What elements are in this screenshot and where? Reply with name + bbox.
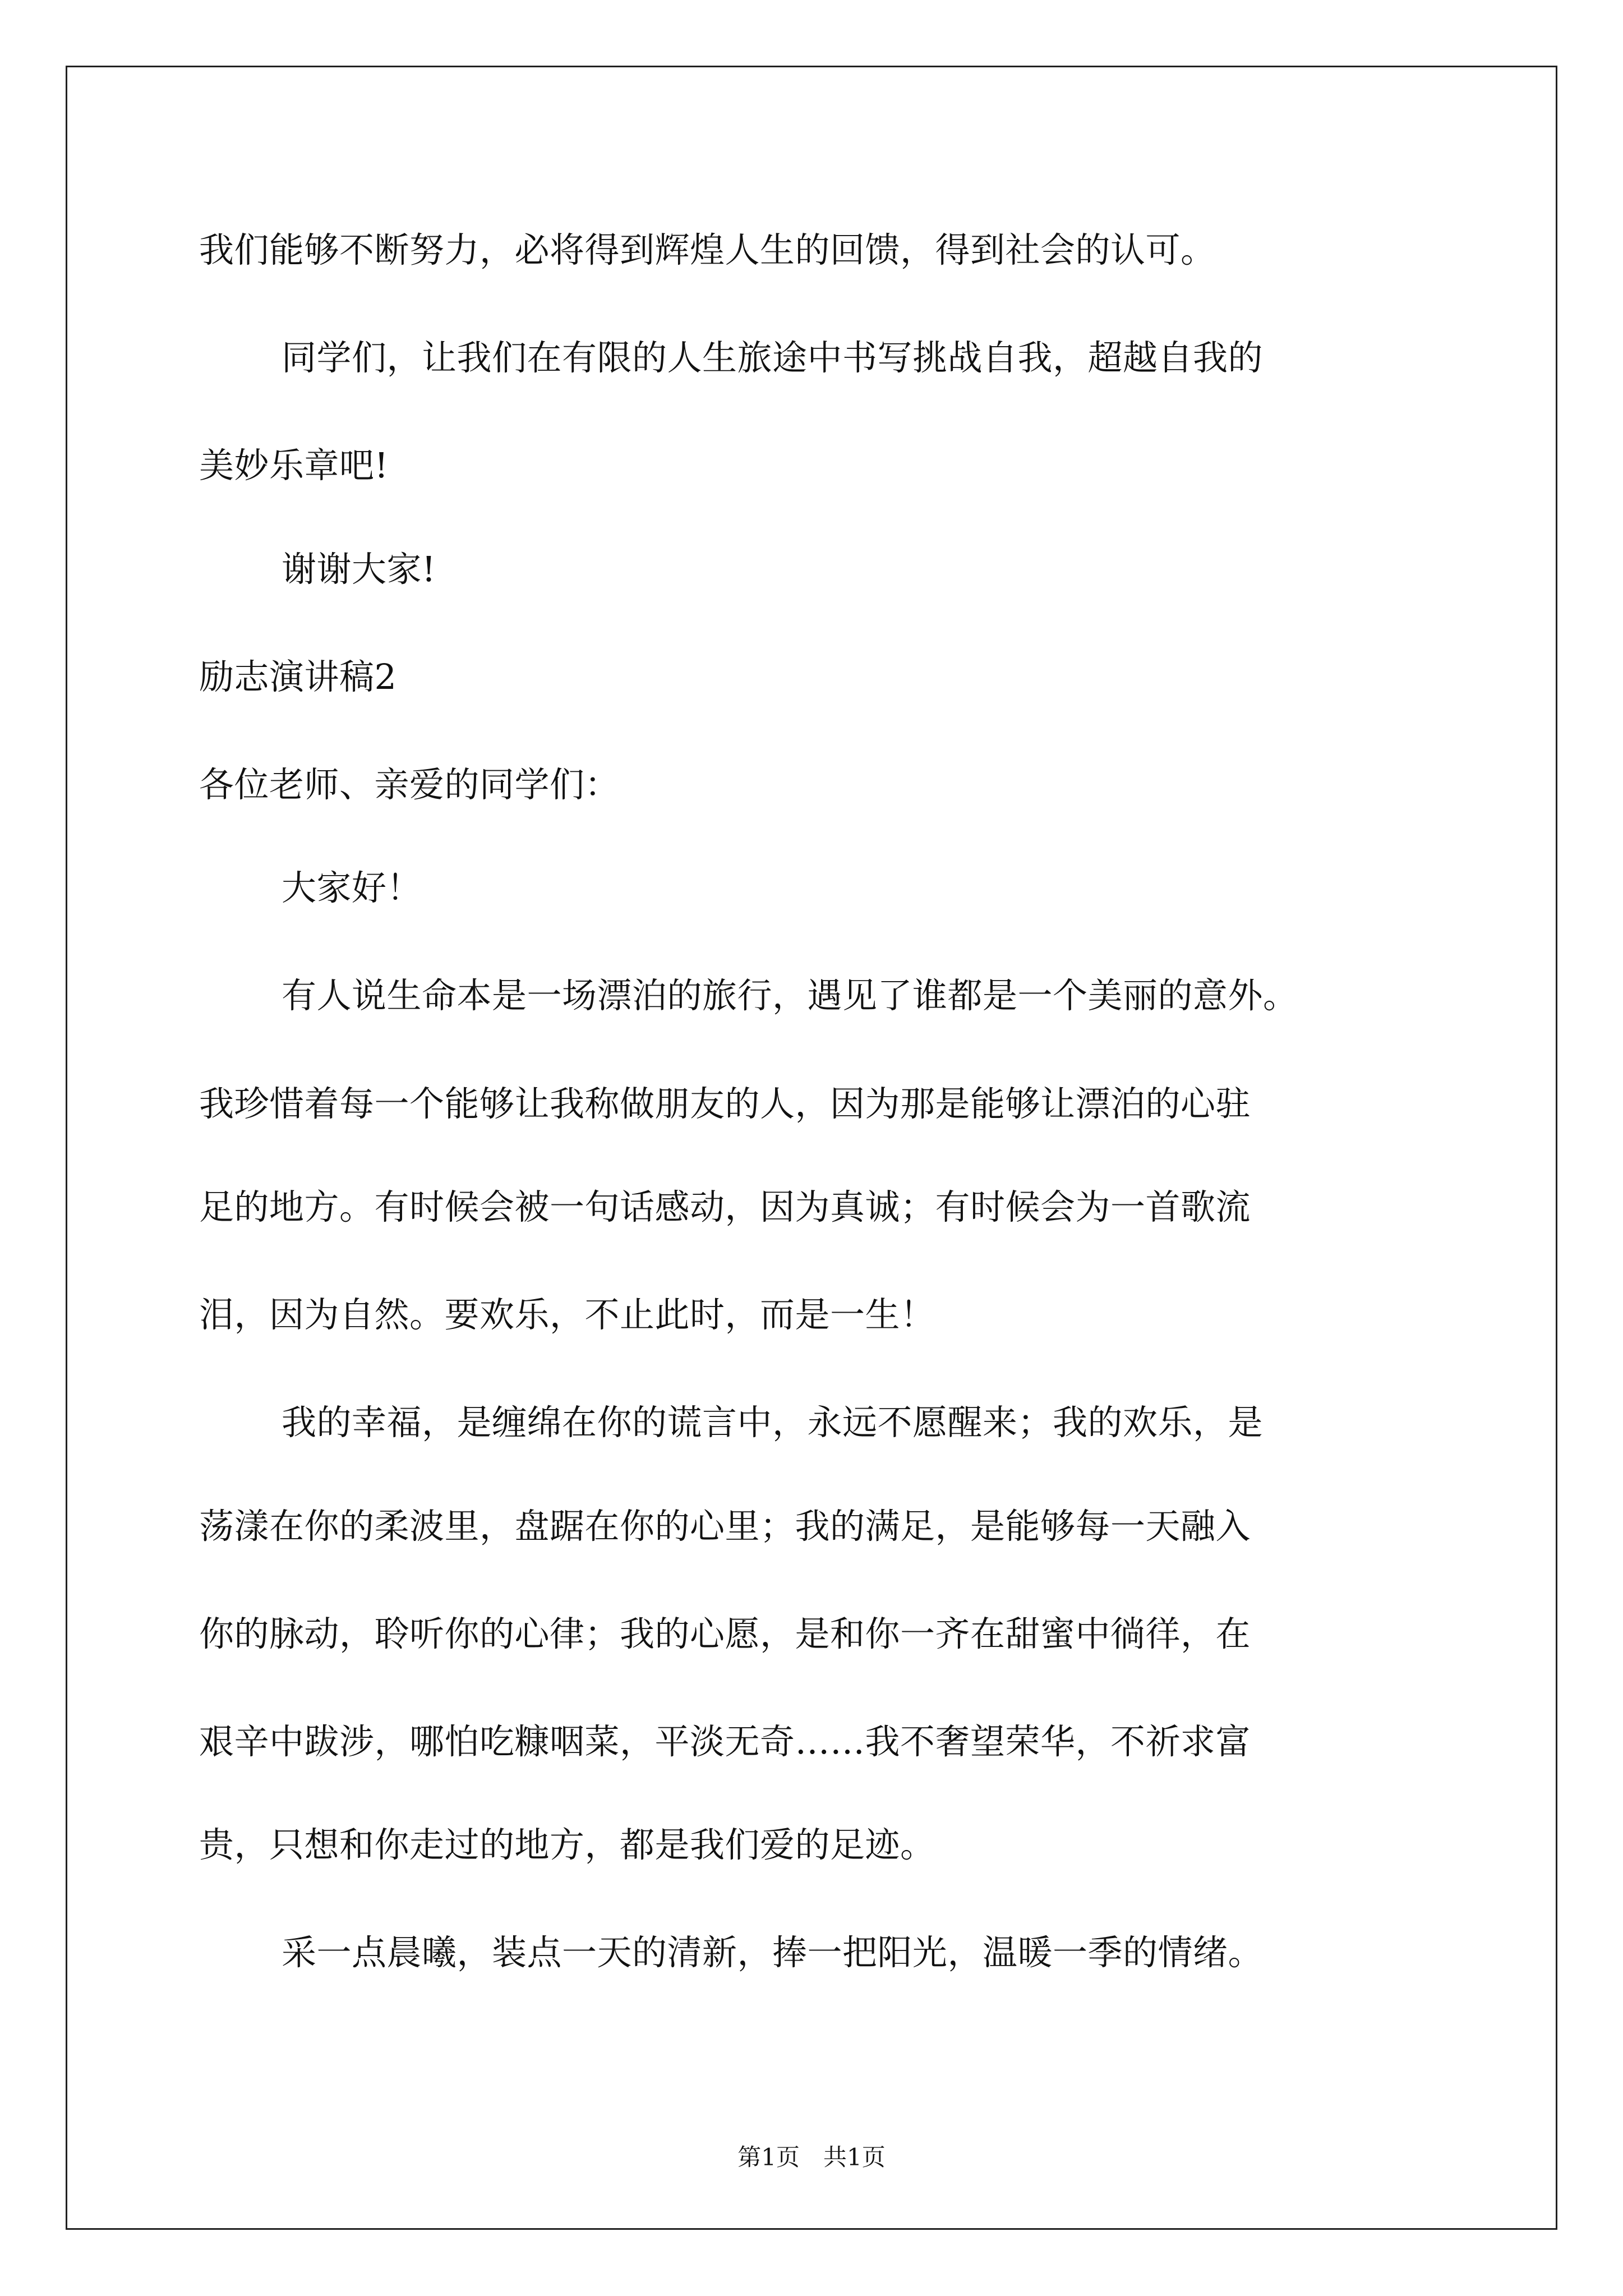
section-heading: 励志演讲稿2 xyxy=(199,656,397,697)
body-line: 有人说生命本是一场漂泊的旅行，遇见了谁都是一个美丽的意外。 xyxy=(282,975,1298,1016)
body-line: 我们能够不断努力，必将得到辉煌人生的回馈，得到社会的认可。 xyxy=(199,229,1216,270)
body-line: 你的脉动，聆听你的心律；我的心愿，是和你一齐在甜蜜中徜徉，在 xyxy=(199,1613,1251,1654)
body-line: 我珍惜着每一个能够让我称做朋友的人，因为那是能够让漂泊的心驻 xyxy=(199,1083,1251,1124)
page-border xyxy=(66,66,1557,2230)
body-line: 艰辛中跋涉，哪怕吃糠咽菜，平淡无奇……我不奢望荣华，不祈求富 xyxy=(199,1721,1251,1762)
body-line: 谢谢大家! xyxy=(282,549,436,590)
body-line: 泪，因为自然。要欢乐，不止此时，而是一生！ xyxy=(199,1294,935,1335)
body-line: 贵，只想和你走过的地方，都是我们爱的足迹。 xyxy=(199,1824,935,1865)
body-line: 我的幸福，是缠绵在你的谎言中，永远不愿醒来；我的欢乐，是 xyxy=(282,1402,1264,1443)
body-line: 美妙乐章吧! xyxy=(199,445,389,486)
greeting: 大家好！ xyxy=(282,867,422,908)
page-number-footer: 第1页 共1页 xyxy=(737,2143,886,2171)
salutation: 各位老师、亲爱的同学们： xyxy=(199,764,620,805)
body-line: 荡漾在你的柔波里，盘踞在你的心里；我的满足，是能够每一天融入 xyxy=(199,1506,1251,1547)
body-line: 足的地方。有时候会被一句话感动，因为真诚；有时候会为一首歌流 xyxy=(199,1186,1251,1227)
body-line: 同学们，让我们在有限的人生旅途中书写挑战自我，超越自我的 xyxy=(282,337,1264,378)
body-line: 采一点晨曦，装点一天的清新，捧一把阳光，温暖一季的情绪。 xyxy=(282,1932,1264,1973)
